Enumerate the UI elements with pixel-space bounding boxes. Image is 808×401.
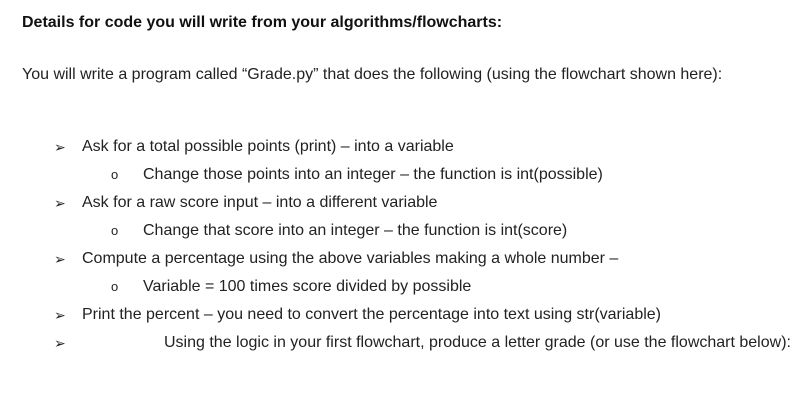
intro-paragraph: You will write a program called “Grade.py” that does the following (using the flowchart shown here): [22, 66, 723, 83]
list-item [0, 302, 808, 330]
arrow-bullet-icon: ➢ [54, 307, 66, 323]
list-item-text: Print the percent – you need to convert the percentage into text using str(variable) [82, 306, 661, 323]
circle-bullet-icon: o [111, 167, 119, 182]
circle-bullet-icon: o [111, 223, 119, 238]
section-heading: Details for code you will write from your algorithms/flowcharts: [22, 14, 503, 31]
list-item [0, 274, 808, 302]
list-item-text: Change that score into an integer – the function is int(score) [143, 222, 568, 239]
list-item [0, 330, 808, 356]
list-item-text: Compute a percentage using the above variables making a whole number – [82, 250, 619, 267]
list-item [0, 190, 808, 218]
list-item [0, 218, 808, 246]
list-item [0, 134, 808, 162]
arrow-bullet-icon: ➢ [54, 251, 66, 267]
circle-bullet-icon: o [111, 279, 119, 294]
list-item [0, 246, 808, 274]
list-item-text: Ask for a raw score input – into a different variable [82, 194, 438, 211]
arrow-bullet-icon: ➢ [54, 195, 66, 211]
list-item [0, 162, 808, 190]
list-item-text: Using the logic in your first flowchart, produce a letter grade (or use the flowchart below): [164, 334, 791, 351]
list-item-text: Variable = 100 times score divided by possible [143, 278, 472, 295]
arrow-bullet-icon: ➢ [54, 335, 66, 351]
arrow-bullet-icon: ➢ [54, 139, 66, 155]
list-item-text: Ask for a total possible points (print) – into a variable [82, 138, 454, 155]
instruction-list [0, 134, 808, 356]
list-item-text: Change those points into an integer – the function is int(possible) [143, 166, 603, 183]
